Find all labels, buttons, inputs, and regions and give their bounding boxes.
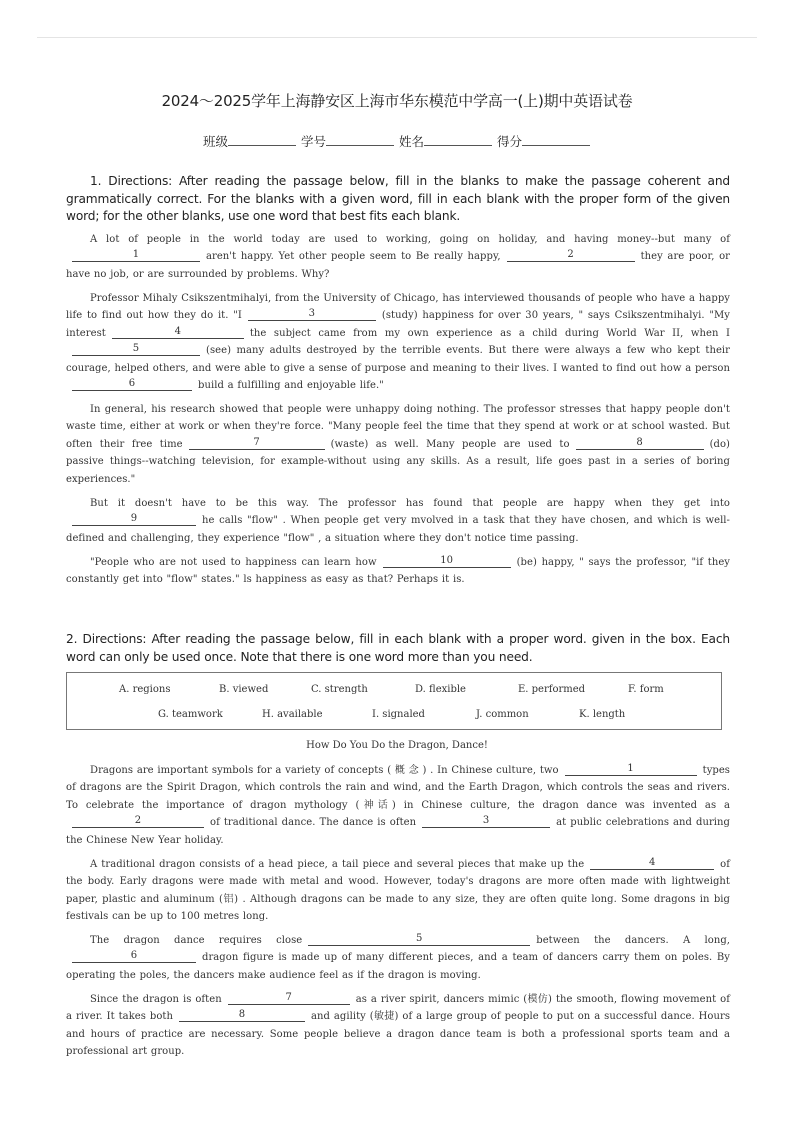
answer-blank[interactable]: 3: [248, 308, 376, 321]
option-c: C. strength: [311, 684, 368, 695]
q2-paragraph-3: The dragon dance requires close 5 between the dancers. A long,6 dragon figure is made up of many different pieces, and a team of dancers carry them on poles. By operating the poles, the dancers make audience feel as if the dragon is moving.: [66, 933, 731, 981]
option-e: E. performed: [518, 684, 586, 695]
name-blank[interactable]: [424, 133, 492, 146]
word-bank-box: [66, 672, 722, 730]
answer-blank[interactable]: 1: [565, 763, 697, 776]
page-top-rule: [37, 37, 757, 38]
option-g: G. teamwork: [158, 709, 223, 720]
score-label: 得分: [496, 134, 522, 149]
option-b: B. viewed: [219, 684, 269, 695]
q2-paragraph-1: Dragons are important symbols for a variety of concepts ( 概 念 ) . In Chinese culture, two 1 types of dragons are the Spirit Dragon, which controls the rain and wind, and the Earth Dragon, which controls the seas and rivers. To celebrate the importance of dragon mythology (神话) in Chinese culture, the dragon dance was invented as a2 of traditional dance. The dance is often 3 at public celebrations and during the Chinese New Year holiday.: [66, 763, 730, 846]
q1-paragraph-1: A lot of people in the world today are used to working, going on holiday, and having money--but many of1 aren't happy. Yet other people seem to Be really happy, 2 they are poor, or have no job, or are surrounded by problems. Why?: [66, 234, 730, 280]
option-h: H. available: [262, 709, 323, 720]
score-blank[interactable]: [522, 133, 590, 146]
option-i: I. signaled: [372, 709, 425, 720]
option-f: F. form: [628, 684, 664, 695]
q1-paragraph-5: "People who are not used to happiness can learn how 10 (be) happy, " says the professor, "if they constantly get into "flow" states." ls happiness as easy as that? Perhaps it is.: [66, 555, 730, 586]
name-label: 姓名: [398, 134, 424, 149]
id-label: 学号: [300, 134, 326, 149]
class-label: 班级: [202, 134, 228, 149]
answer-blank[interactable]: 6: [72, 378, 192, 391]
q2-paragraph-4: Since the dragon is often 7 as a river spirit, dancers mimic (模仿) the smooth, flowing movement of a river. It takes both 8 and agility (敏捷) of a large group of people to put on a successful dance. Hours and hours of practice are necessary. Some people believe a dragon dance team is both a professional sports team and a professional art group.: [66, 992, 730, 1058]
page-title: 2024～2025学年上海静安区上海市华东模范中学高一(上)期中英语试卷: [161, 92, 633, 110]
option-j: J. common: [476, 709, 529, 720]
q1-paragraph-3: In general, his research showed that people were unhappy doing nothing. The professor stresses that happy people don't waste time, either at work or when they're force. "Many people feel the time that they spend at work or at school wasted. But often their free time 7 (waste) as well. Many people are used to 8 (do) passive things--watching television, for example-without using any skills. As a result, life goes past in a series of boring experiences.": [66, 404, 730, 485]
id-blank[interactable]: [326, 133, 394, 146]
option-d: D. flexible: [415, 684, 466, 695]
class-blank[interactable]: [228, 133, 296, 146]
answer-blank[interactable]: 6: [72, 950, 196, 963]
option-k: K. length: [579, 709, 626, 720]
q2-paragraph-2: A traditional dragon consists of a head piece, a tail piece and several pieces that make up the 4 of the body. Early dragons were made with metal and wood. However, today's dragons are more often made with lightweight paper, plastic and aluminum (铝) . Although dragons can be made to any size, they are often quite long. Some dragons in big festivals can be up to 100 metres long.: [66, 857, 730, 923]
q1-paragraph-2: Professor Mihaly Csikszentmihalyi, from the University of Chicago, has interviewed thousands of people who have a happy life to find out how they do it. "I 3 (study) happiness for over 30 years, " says Csikszentmihalyi. "My interest 4 the subject came from my own experience as a child during World War II, when I5 (see) many adults destroyed by the terrible events. But there were always a few who kept their courage, helped others, and were able to give a sense of purpose and meaning to their lives. I wanted to find out how a person6 build a fulfilling and enjoyable life.": [66, 293, 730, 392]
q2-directions: 2. Directions: After reading the passage below, fill in each blank with a proper word. given in the box. Each word can only be used once. Note that there is one word more than you need.: [66, 632, 730, 664]
q1-directions: 1. Directions: After reading the passage below, fill in the blanks to make the passage coherent and grammatically correct. For the blanks with a given word, fill in each blank with the proper form of the given word; for the other blanks, use one word that best fits each blank.: [66, 174, 730, 223]
passage-title: How Do You Do the Dragon, Dance!: [306, 740, 488, 751]
answer-blank[interactable]: 4: [590, 857, 714, 870]
answer-blank[interactable]: 10: [383, 555, 511, 568]
answer-blank[interactable]: 7: [228, 992, 350, 1005]
answer-blank[interactable]: 1: [72, 249, 200, 262]
answer-blank[interactable]: 9: [72, 513, 196, 526]
answer-blank[interactable]: 8: [179, 1009, 305, 1022]
answer-blank[interactable]: 3: [422, 815, 550, 828]
answer-blank[interactable]: 5: [72, 343, 200, 356]
answer-blank[interactable]: 5: [308, 933, 530, 946]
student-info-line: [0, 132, 794, 150]
q1-paragraph-4: But it doesn't have to be this way. The professor has found that people are happy when they get into9 he calls "flow" . When people get very mvolved in a task that they have chosen, and which is well-defined and challenging, they experience "flow" , a situation where they don't notice time passing.: [66, 498, 730, 544]
answer-blank[interactable]: 2: [72, 815, 204, 828]
answer-blank[interactable]: 8: [576, 437, 704, 450]
answer-blank[interactable]: 7: [189, 437, 325, 450]
answer-blank[interactable]: 4: [112, 326, 244, 339]
option-a: A. regions: [119, 684, 171, 695]
answer-blank[interactable]: 2: [507, 249, 635, 262]
